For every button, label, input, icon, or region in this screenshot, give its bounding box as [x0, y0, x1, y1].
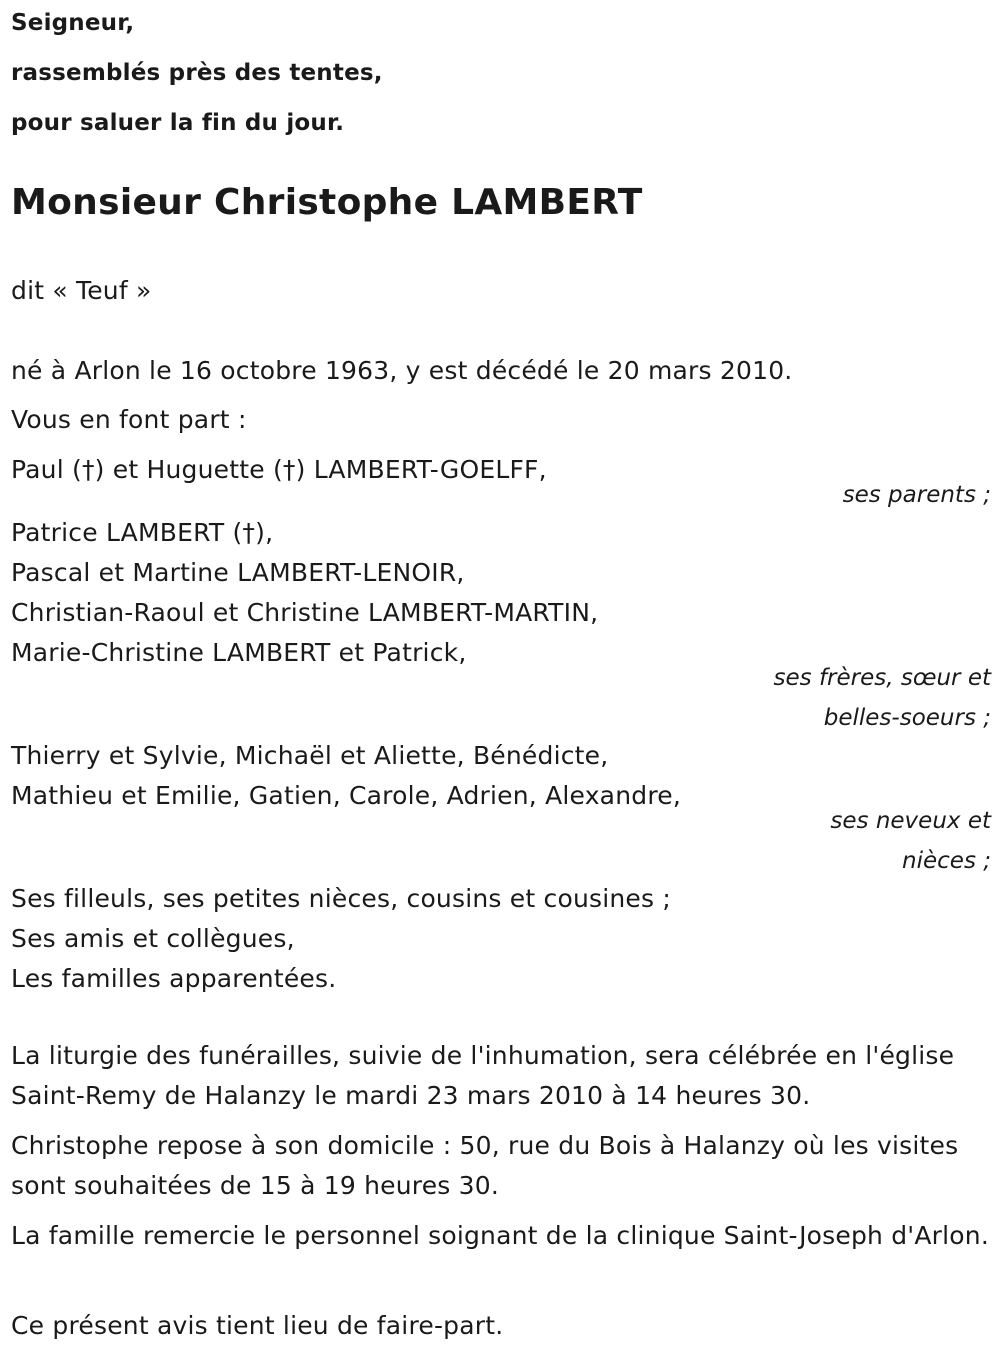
birth-death-dates: né à Arlon le 16 octobre 1963, y est décédé le 20 mars 2010. — [11, 356, 793, 385]
verse-line: rassemblés près des tentes, — [11, 60, 383, 86]
role-parents: ses parents ; — [842, 482, 991, 508]
nickname: dit « Teuf » — [11, 276, 152, 305]
family-line-sibling: Pascal et Martine LAMBERT-LENOIR, — [11, 558, 465, 587]
role-nephews: ses neveux et — [830, 808, 991, 834]
family-line-nephews: Thierry et Sylvie, Michaël et Aliette, Bénédicte, — [11, 741, 609, 770]
family-line-other: Ses filleuls, ses petites nièces, cousins et cousines ; — [11, 884, 671, 913]
deceased-name: Monsieur Christophe LAMBERT — [11, 182, 643, 223]
role-siblings: ses frères, sœur et — [773, 665, 991, 691]
announcement: Vous en font part : — [11, 405, 247, 434]
role-nephews: nièces ; — [902, 848, 991, 874]
visitation-info: Christophe repose à son domicile : 50, rue du Bois à Halanzy où les visites sont souhaitées de 15 à 19 heures 30. — [11, 1131, 959, 1200]
family-line-nephews: Mathieu et Emilie, Gatien, Carole, Adrien, Alexandre, — [11, 781, 681, 810]
family-line-sibling: Marie-Christine LAMBERT et Patrick, — [11, 638, 467, 667]
verse-line: Seigneur, — [11, 10, 135, 36]
family-line-other: Les familles apparentées. — [11, 964, 337, 993]
acknowledgement: La famille remercie le personnel soignant de la clinique Saint-Joseph d'Arlon. — [11, 1221, 989, 1250]
family-line-parents: Paul (†) et Huguette (†) LAMBERT-GOELFF, — [11, 455, 547, 484]
closing-note: Ce présent avis tient lieu de faire-part. — [11, 1311, 504, 1340]
family-line-other: Ses amis et collègues, — [11, 924, 295, 953]
role-siblings: belles-soeurs ; — [823, 705, 991, 731]
family-line-sibling: Patrice LAMBERT (†), — [11, 518, 274, 547]
verse-line: pour saluer la fin du jour. — [11, 110, 345, 136]
family-line-sibling: Christian-Raoul et Christine LAMBERT-MARTIN, — [11, 598, 599, 627]
funeral-liturgy: La liturgie des funérailles, suivie de l'inhumation, sera célébrée en l'église Saint-Remy de Halanzy le mardi 23 mars 2010 à 14 heures 30. — [11, 1041, 955, 1110]
